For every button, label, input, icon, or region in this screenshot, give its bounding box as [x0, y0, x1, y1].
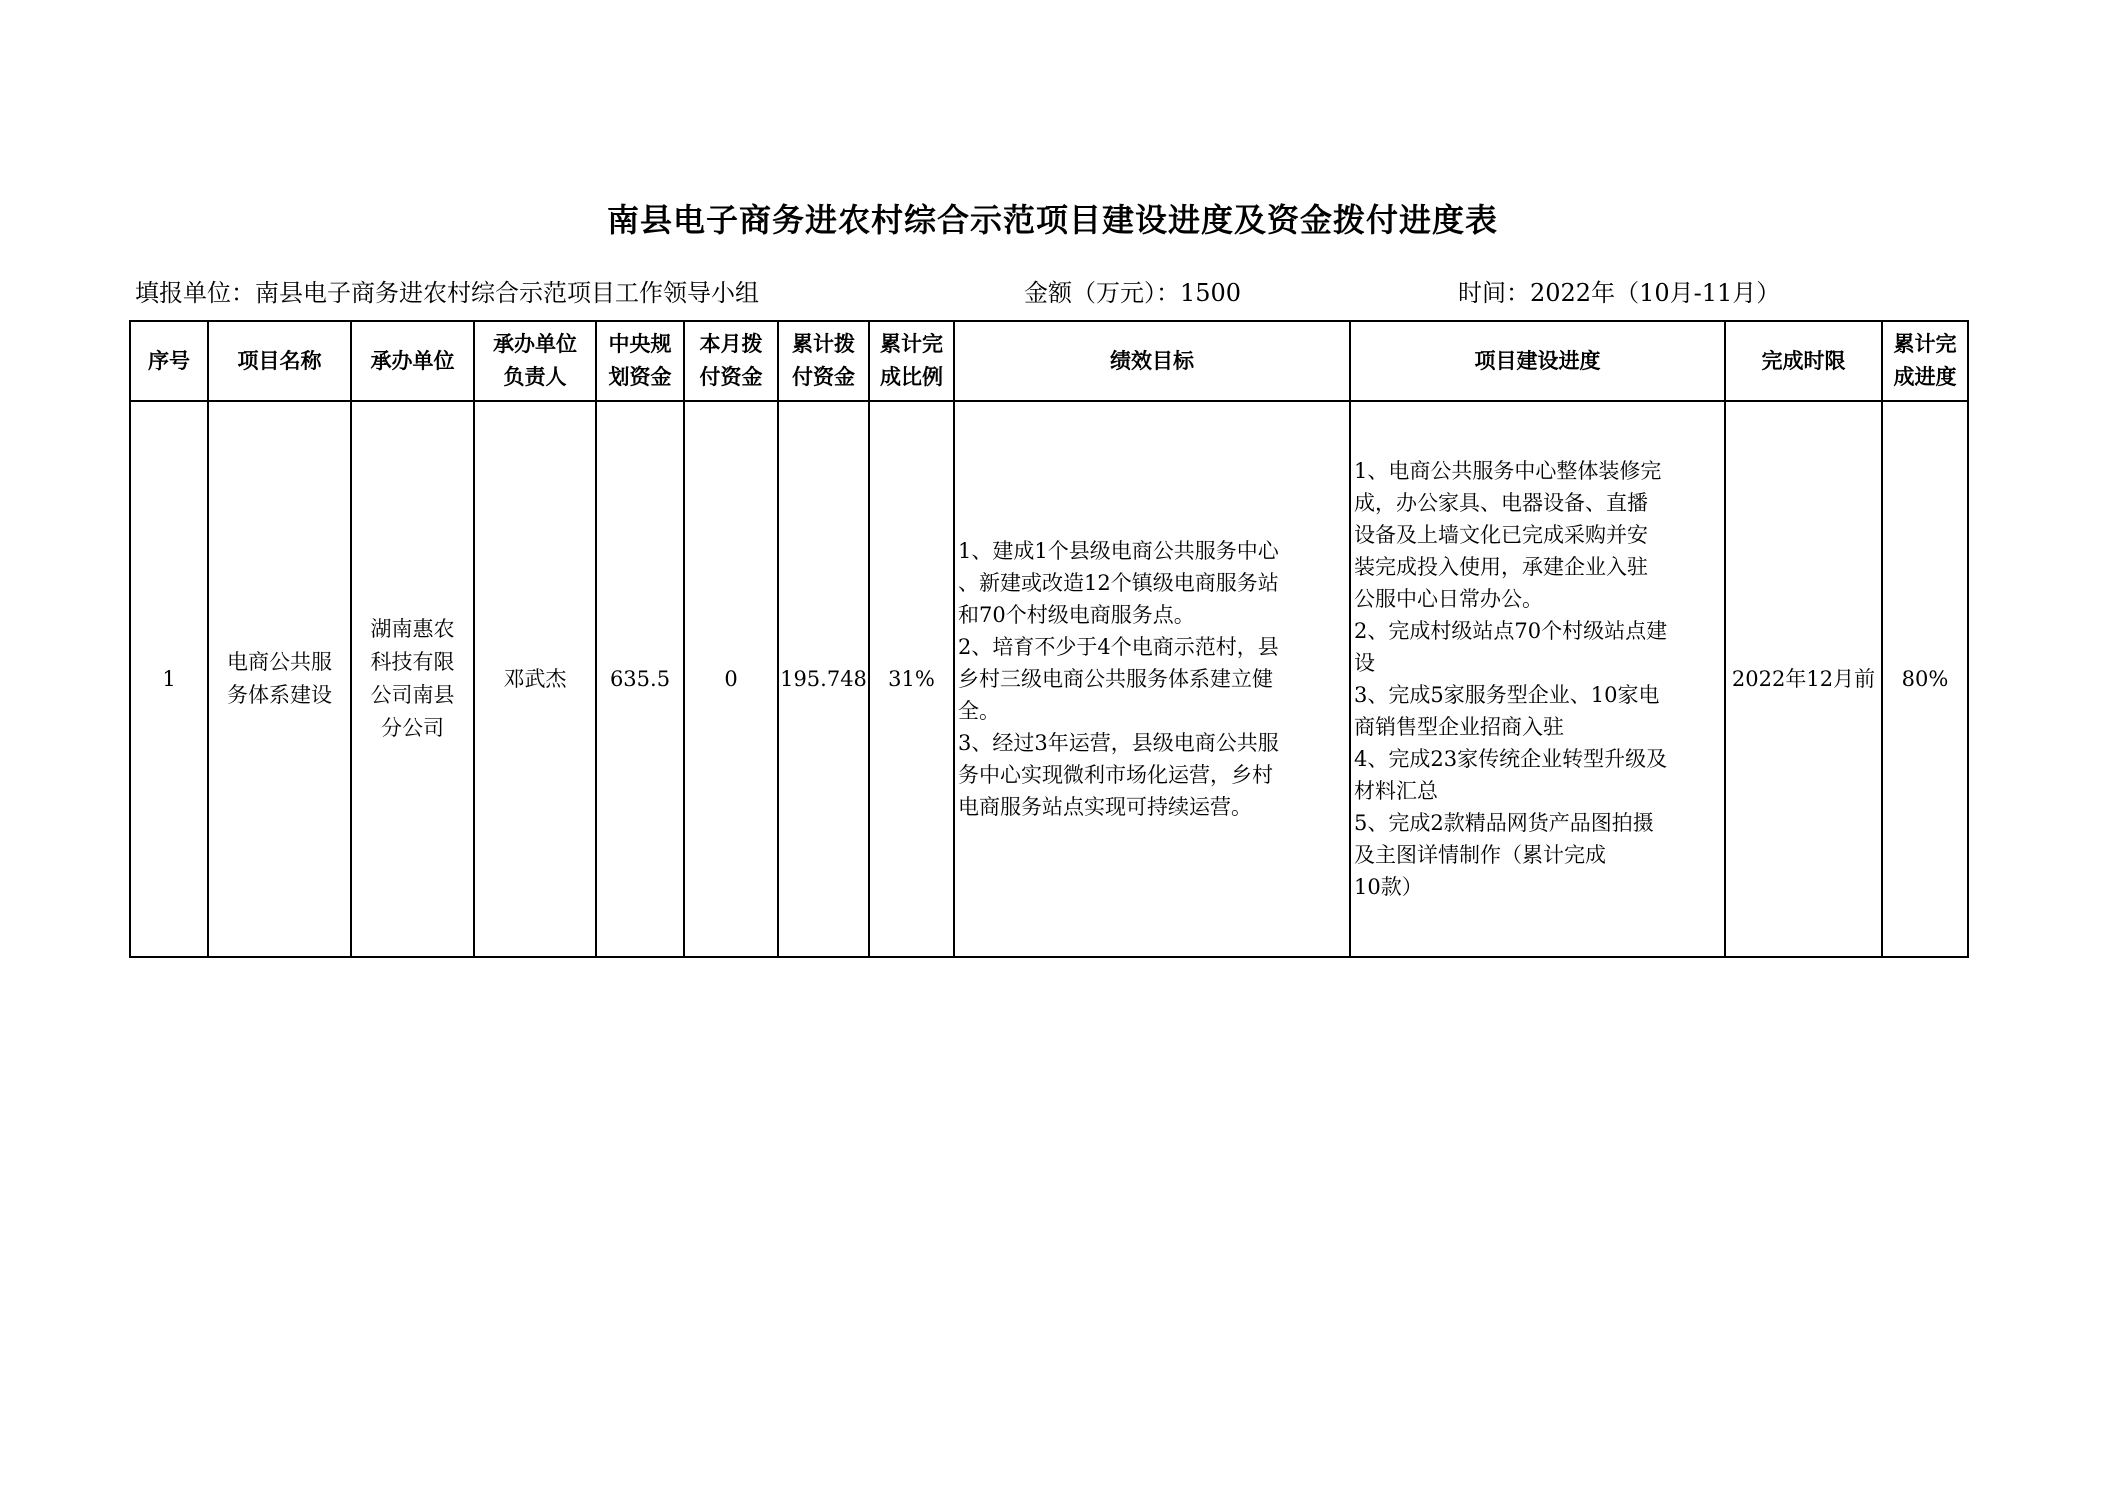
header-progress: 累计完 成进度 — [1882, 321, 1968, 401]
header-cumulative-payment: 累计拨 付资金 — [778, 321, 869, 401]
table-header-row — [130, 321, 1968, 401]
header-monthly-payment: 本月拨 付资金 — [684, 321, 778, 401]
header-cumulative-ratio: 累计完 成比例 — [869, 321, 954, 401]
header-contractor: 承办单位 — [351, 321, 474, 401]
header-project-name: 项目名称 — [208, 321, 351, 401]
cell-index: 1 — [130, 401, 208, 957]
cell-project-name: 电商公共服 务体系建设 — [208, 401, 351, 957]
header-person-in-charge: 承办单位 负责人 — [474, 321, 596, 401]
cell-central-funds: 635.5 — [596, 401, 684, 957]
header-index: 序号 — [130, 321, 208, 401]
table-row — [130, 401, 1968, 957]
cell-person-in-charge: 邓武杰 — [474, 401, 596, 957]
header-construction-progress: 项目建设进度 — [1350, 321, 1725, 401]
amount-info: 金额（万元）：1500 — [1024, 279, 1242, 307]
cell-monthly-payment: 0 — [684, 401, 778, 957]
cell-cumulative-ratio: 31% — [869, 401, 954, 957]
header-performance-goal: 绩效目标 — [954, 321, 1350, 401]
cell-deadline: 2022年12月前 — [1725, 401, 1882, 957]
cell-cumulative-payment: 195.748 — [778, 401, 869, 957]
cell-construction-progress: 1、电商公共服务中心整体装修完 成，办公家具、电器设备、直播 设备及上墙文化已完成采购并安 装完成投入使用，承建企业入驻 公服中心日常办公。 2、完成村级站点70个村级站点建 设 3、完成5家服务型企业、10家电 商销售型企业招商入驻 4、完成23家传统企业转型升级及 材料汇总 5、完成2款精品网货产品图拍摄 及主图详情制作（累计完成 10款） — [1350, 401, 1725, 957]
reporting-unit: 填报单位：南县电子商务进农村综合示范项目工作领导小组 — [135, 279, 759, 307]
page-title: 南县电子商务进农村综合示范项目建设进度及资金拨付进度表 — [606, 201, 1498, 239]
header-deadline: 完成时限 — [1725, 321, 1882, 401]
cell-performance-goal: 1、建成1个县级电商公共服务中心 、新建或改造12个镇级电商服务站 和70个村级电商服务点。 2、培育不少于4个电商示范村，县 乡村三级电商公共服务体系建立健 全。 3、经过3年运营，县级电商公共服 务中心实现微利市场化运营，乡村 电商服务站点实现可持续运营。 — [954, 401, 1350, 957]
time-info: 时间：2022年（10月-11月） — [1458, 279, 1781, 307]
cell-progress: 80% — [1882, 401, 1968, 957]
cell-contractor: 湖南惠农 科技有限 公司南县 分公司 — [351, 401, 474, 957]
progress-table — [129, 320, 1969, 958]
header-central-funds: 中央规 划资金 — [596, 321, 684, 401]
